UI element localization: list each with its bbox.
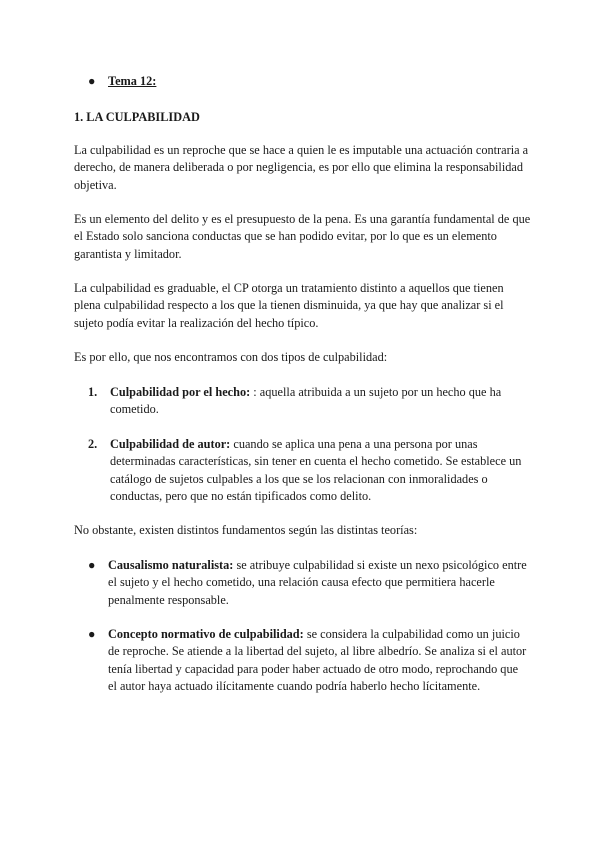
section-title: 1. LA CULPABILIDAD — [74, 110, 200, 124]
list-term: Culpabilidad por el hecho: — [110, 385, 251, 399]
list-text: se atribuye culpabilidad si existe un nexo psicológico entre el sujeto y el hecho cometido, una relación causa efecto que permitiera hacerle penalmente responsable. — [108, 558, 527, 607]
list-item — [88, 436, 528, 506]
list-text: cuando se aplica una pena a una persona por unas determinadas características, sin tener en cuenta el hecho cometido. Se establece un catálogo de sujetos culpables a los que se los relacionan con inmoralidades o conductas, pero que no están tipificados como delito. — [110, 437, 522, 504]
list-number: 1. — [88, 385, 98, 399]
paragraph-2: Es un elemento del delito y es el presupuesto de la pena. Es una garantía fundamental de que el Estado solo sanciona conductas que se han podido evitar, por lo que es un elemento garantista y limitador. — [74, 212, 531, 261]
list-number: 2. — [88, 437, 98, 451]
list-text: se considera la culpabilidad como un juicio de reproche. Se atiende a la libertad del sujeto, al libre albedrío. Se analiza si el autor tenía libertad y capacidad para poder haber actuado de otro modo, reprochando que el autor haya actuado ilícitamente cuando podría haberlo hecho lícitamente. — [108, 627, 527, 694]
paragraph-5: No obstante, existen distintos fundamentos según las distintas teorías: — [74, 523, 418, 537]
paragraph-4: Es por ello, que nos encontramos con dos tipos de culpabilidad: — [74, 350, 388, 364]
paragraph-3: La culpabilidad es graduable, el CP otorga un tratamiento distinto a aquellos que tienen plena culpabilidad respecto a los que la tienen disminuida, ya que hay que analizar si el sujeto podía evitar la realización del hecho típico. — [74, 281, 504, 330]
tema-heading — [88, 73, 528, 90]
list-item — [88, 384, 528, 419]
bullet-icon: ● — [88, 627, 96, 641]
tema-label: Tema 12: — [108, 74, 157, 88]
list-item — [88, 557, 528, 609]
list-term: Concepto normativo de culpabilidad: — [108, 627, 304, 641]
list-term: Causalismo naturalista: — [108, 558, 234, 572]
bullet-icon: ● — [88, 74, 96, 88]
bullet-icon: ● — [88, 558, 96, 572]
list-item — [88, 626, 528, 696]
paragraph-1: La culpabilidad es un reproche que se hace a quien le es imputable una actuación contraria a derecho, de manera deliberada o por negligencia, es por ello que elimina la responsabilidad objetiva. — [74, 143, 529, 192]
list-text: : aquella atribuida a un sujeto por un hecho que ha cometido. — [110, 385, 502, 417]
list-term: Culpabilidad de autor: — [110, 437, 231, 451]
